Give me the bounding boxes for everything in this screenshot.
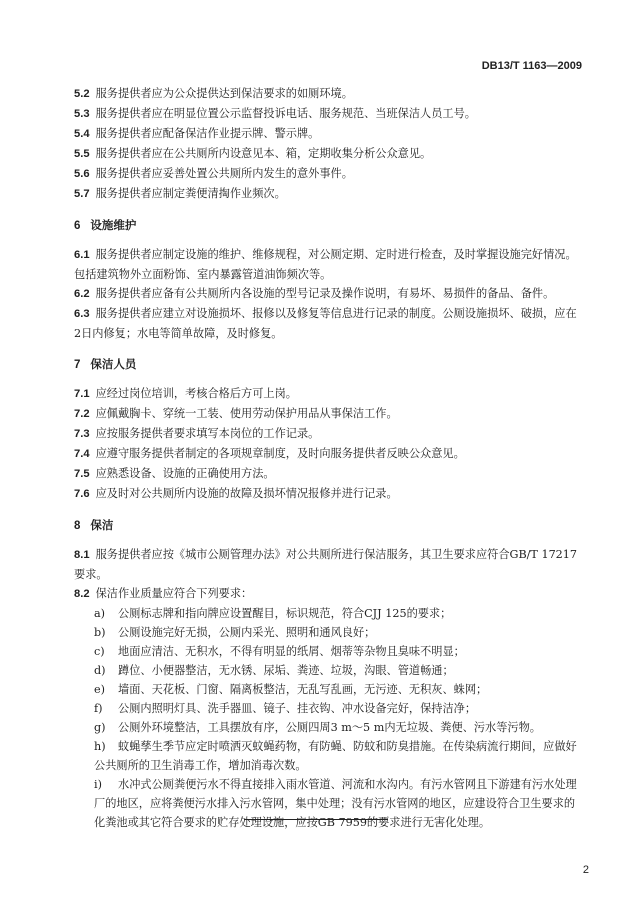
clause-5-5: 5.5 服务提供者应在公共厕所内设意见本、箱，定期收集分析公众意见。 <box>74 147 432 160</box>
list-item-f: f) 公厕内照明灯具、洗手器皿、镜子、挂衣钩、冲水设备完好，保持洁净； <box>94 702 477 715</box>
clause-7-5: 7.5 应熟悉设备、设施的正确使用方法。 <box>74 467 275 480</box>
clause-5-6: 5.6 服务提供者应妥善处置公共厕所内发生的意外事件。 <box>74 167 353 180</box>
list-item-d: d) 蹲位、小便器整洁，无水锈、尿垢、粪迹、垃圾，沟眼、管道畅通； <box>94 664 454 677</box>
list-item-i: i) 水冲式公厕粪便污水不得直接排入雨水管道、河流和水沟内。有污水管网且下游建有污水处理厂的地区，应将粪便污水排入污水管网，集中处理；没有污水管网的地区，应建设符合卫生要求的化粪池或其它符合要求的贮存处理设施，应按GB 7959的要求进行无害化处理。 <box>94 778 577 829</box>
clause-7-2: 7.2 应佩戴胸卡、穿统一工装、使用劳动保护用品从事保洁工作。 <box>74 407 398 420</box>
clause-7-1: 7.1 应经过岗位培训，考核合格后方可上岗。 <box>74 387 297 400</box>
clause-5-7: 5.7 服务提供者应制定粪便清掏作业频次。 <box>74 187 286 200</box>
list-item-g: g) 公厕外环境整洁，工具摆放有序，公厕四周3 m～5 m内无垃圾、粪便、污水等污物。 <box>94 721 541 734</box>
section-6-heading: 6 设施维护 <box>74 220 137 232</box>
page-content <box>74 84 582 832</box>
clause-6-3: 6.3 服务提供者应建立对设施损坏、报修以及修复等信息进行记录的制度。公厕设施损坏、破损，应在2日内修复；水电等简单故障，及时修复。 <box>74 307 577 340</box>
clause-7-3: 7.3 应按服务提供者要求填写本岗位的工作记录。 <box>74 427 320 440</box>
list-item-e: e) 墙面、天花板、门窗、隔离板整洁，无乱写乱画，无污迹、无积灰、蛛网； <box>94 683 488 696</box>
list-item-c: c) 地面应清洁、无积水，不得有明显的纸屑、烟蒂等杂物且臭味不明显； <box>94 645 465 658</box>
clause-8-1: 8.1 服务提供者应按《城市公厕管理办法》对公共厕所进行保洁服务，其卫生要求应符合GB/T 17217要求。 <box>74 548 578 581</box>
list-item-h: h) 蚊蝇孳生季节应定时喷洒灭蚊蝇药物，有防蝇、防蚊和防臭措施。在传染病流行期间，应做好公共厕所的卫生消毒工作，增加消毒次数。 <box>94 740 577 772</box>
doc-id-header: DB13/T 1163—2009 <box>481 60 582 72</box>
clause-5-2: 5.2 服务提供者应为公众提供达到保洁要求的如厕环境。 <box>74 87 353 100</box>
clause-5-3: 5.3 服务提供者应在明显位置公示监督投诉电话、服务规范、当班保洁人员工号。 <box>74 107 476 120</box>
end-rule-divider <box>244 819 388 820</box>
list-item-a: a) 公厕标志牌和指向牌应设置醒目，标识规范，符合CJJ 125的要求； <box>94 607 452 620</box>
section-7-heading: 7 保洁人员 <box>74 359 137 371</box>
clause-8-2: 8.2 保洁作业质量应符合下列要求： <box>74 587 253 600</box>
list-item-b: b) 公厕设施完好无损，公厕内采光、照明和通风良好； <box>94 626 376 639</box>
clause-7-4: 7.4 应遵守服务提供者制定的各项规章制度，及时向服务提供者反映公众意见。 <box>74 447 465 460</box>
clause-7-6: 7.6 应及时对公共厕所内设施的故障及损坏情况报修并进行记录。 <box>74 487 398 500</box>
clause-6-2: 6.2 服务提供者应备有公共厕所内各设施的型号记录及操作说明，有易坏、易损件的备品、备件。 <box>74 287 555 300</box>
clause-5-4: 5.4 服务提供者应配备保洁作业提示牌、警示牌。 <box>74 127 320 140</box>
clause-6-1: 6.1 服务提供者应制定设施的维护、维修规程，对公厕定期、定时进行检查，及时掌握设施完好情况。包括建筑物外立面粉饰、室内暴露管道油饰频次等。 <box>74 248 577 281</box>
page-number: 2 <box>582 864 589 876</box>
section-8-heading: 8 保洁 <box>74 520 114 532</box>
